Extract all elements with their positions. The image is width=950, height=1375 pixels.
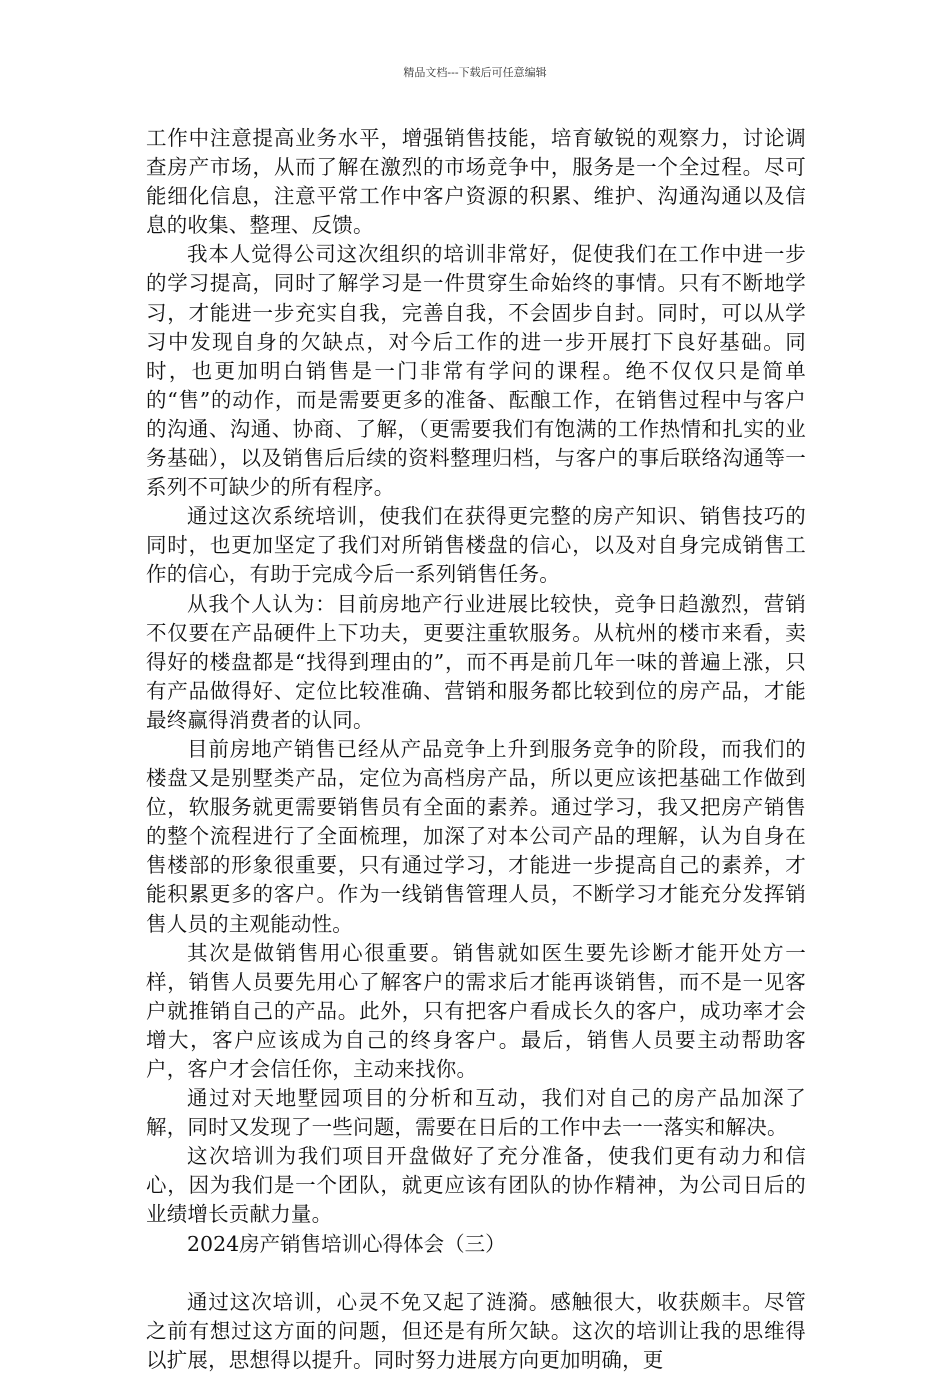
paragraph-part-three-intro: 通过这次培训，心灵不免又起了涟漪。感触很大，收获颇丰。尽管之前有想过这方面的问题，但还是有所欠缺。这次的培训让我的思维得以扩展，思想得以提升。同时努力进展方向更加明确，更 — [146, 1289, 806, 1372]
paragraph-system-training: 通过这次系统培训，使我们在获得更完整的房产知识、销售技巧的同时，也更加坚定了我们对所销售楼盘的信心，以及对自身完成销售工作的信心，有助于完成今后一系列销售任务。 — [146, 504, 806, 587]
paragraph-industry-view: 从我个人认为：目前房地产行业进展比较快，竞争日趋激烈，营销不仅要在产品硬件上下功夫，更要注重软服务。从杭州的楼市来看，卖得好的楼盘都是“找得到理由的”，而不再是前几年一味的普遍上涨，只有产品做得好、定位比较准确、营销和服务都比较到位的房产品，才能最终赢得消费者的认同。 — [146, 591, 806, 732]
paragraph-continuation: 工作中注意提高业务水平，增强销售技能，培育敏锐的观察力，讨论调查房产市场，从而了解在激烈的市场竞争中，服务是一个全过程。尽可能细化信息，注意平常工作中客户资源的积累、维护、沟通沟通以及信息的收集、整理、反馈。 — [146, 126, 806, 238]
paragraph-team-spirit: 这次培训为我们项目开盘做好了充分准备，使我们更有动力和信心，因为我们是一个团队，就更应该有团队的协作精神，为公司日后的业绩增长贡献力量。 — [146, 1144, 806, 1227]
document-body — [146, 124, 806, 1375]
paragraph-project-analysis: 通过对天地墅园项目的分析和互动，我们对自己的房产品加深了解，同时又发现了一些问题，需要在日后的工作中去一一落实和解决。 — [146, 1086, 806, 1140]
paragraph-training-value: 我本人觉得公司这次组织的培训非常好，促使我们在工作中进一步的学习提高，同时了解学习是一件贯穿生命始终的事情。只有不断地学习，才能进一步充实自我，完善自我，不会固步自封。同时，可以从学习中发现自身的欠缺点，对今后工作的进一步开展打下良好基础。同时，也更加明白销售是一门非常有学问的课程。绝不仅仅只是简单的“售”的动作，而是需要更多的准备、酝酿工作，在销售过程中与客户的沟通、沟通、协商、了解，（更需要我们有饱满的工作热情和扎实的业务基础），以及销售后后续的资料整理归档，与客户的事后联络沟通等一系列不可缺少的所有程序。 — [146, 242, 806, 500]
section-heading: 2024房产销售培训心得体会（三） — [187, 1231, 506, 1256]
paragraph-service-competition: 目前房地产销售已经从产品竞争上升到服务竞争的阶段，而我们的楼盘又是别墅类产品，定位为高档房产品，所以更应该把基础工作做到位，软服务就更需要销售员有全面的素养。通过学习，我又把房产销售的整个流程进行了全面梳理，加深了对本公司产品的理解，认为自身在售楼部的形象很重要，只有通过学习，才能进一步提高自己的素养，才能积累更多的客户。作为一线销售管理人员，不断学习才能充分发挥销售人员的主观能动性。 — [146, 736, 806, 936]
paragraph-sales-attitude: 其次是做销售用心很重要。销售就如医生要先诊断才能开处方一样，销售人员要先用心了解客户的需求后才能再谈销售，而不是一见客户就推销自己的产品。此外，只有把客户看成长久的客户，成功率才会增大，客户应该成为自己的终身客户。最后，销售人员要主动帮助客户，客户才会信任你，主动来找你。 — [146, 940, 806, 1081]
page-header: 精品文档---下载后可任意编辑 — [403, 66, 547, 79]
blank-line — [146, 1259, 806, 1288]
